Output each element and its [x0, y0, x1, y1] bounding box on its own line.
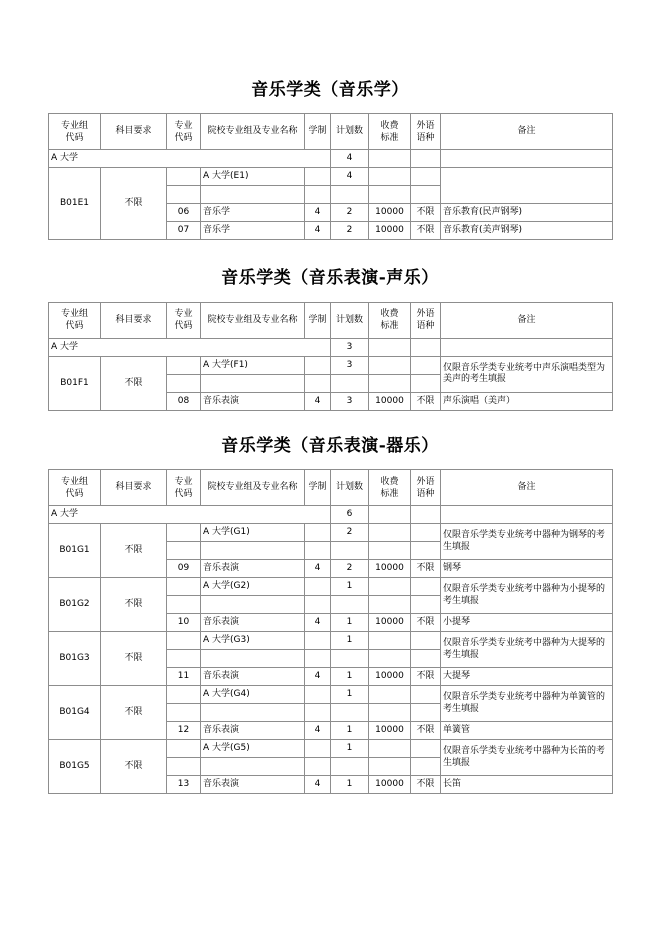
spacer-program-name — [201, 758, 305, 776]
major-plan-count: 2 — [331, 560, 369, 578]
major-fee: 10000 — [369, 722, 411, 740]
group-major-code — [167, 356, 201, 374]
col-header-fee-line1: 收费 — [380, 120, 399, 131]
major-years: 4 — [305, 776, 331, 794]
major-name: 音乐表演 — [201, 614, 305, 632]
table-body — [49, 150, 613, 240]
group-code: B01G1 — [49, 524, 101, 578]
spacer-years — [305, 186, 331, 204]
major-code: 10 — [167, 614, 201, 632]
group-fee — [369, 632, 411, 650]
university-remark — [441, 338, 613, 356]
group-language — [411, 578, 441, 596]
spacer-years — [305, 758, 331, 776]
spacer-fee — [369, 758, 411, 776]
col-header-group-code-line1: 专业组 — [60, 120, 88, 131]
university-remark — [441, 506, 613, 524]
group-plan-count: 2 — [331, 524, 369, 542]
col-header-major-code-line1: 专业 — [174, 476, 193, 487]
col-header-program-name: 院校专业组及专业名称 — [201, 470, 305, 506]
col-header-subject-requirement: 科目要求 — [101, 470, 167, 506]
spacer-plan-count — [331, 186, 369, 204]
university-name: A 大学 — [49, 506, 331, 524]
major-language: 不限 — [411, 392, 441, 410]
major-remark: 音乐教育(美声钢琴) — [441, 222, 613, 240]
group-code: B01E1 — [49, 168, 101, 240]
university-remark — [441, 150, 613, 168]
spacer-major-code — [167, 650, 201, 668]
group-years — [305, 524, 331, 542]
major-years: 4 — [305, 222, 331, 240]
major-code: 13 — [167, 776, 201, 794]
group-program-name: A 大学(G2) — [201, 578, 305, 596]
col-header-plan-count: 计划数 — [331, 114, 369, 150]
spacer-language — [411, 374, 441, 392]
col-header-major-code-line2: 代码 — [174, 132, 193, 143]
major-remark: 声乐演唱（美声） — [441, 392, 613, 410]
table-body — [49, 338, 613, 410]
major-code: 08 — [167, 392, 201, 410]
major-fee: 10000 — [369, 222, 411, 240]
spacer-program-name — [201, 596, 305, 614]
major-plan-count: 3 — [331, 392, 369, 410]
university-plan-count: 3 — [331, 338, 369, 356]
group-major-code — [167, 632, 201, 650]
group-row — [49, 686, 613, 704]
spacer-fee — [369, 542, 411, 560]
table-body — [49, 506, 613, 794]
spacer-fee — [369, 374, 411, 392]
major-years: 4 — [305, 722, 331, 740]
university-fee — [369, 506, 411, 524]
major-name: 音乐学 — [201, 222, 305, 240]
group-language — [411, 168, 441, 186]
title-spacer — [48, 289, 612, 302]
major-fee: 10000 — [369, 204, 411, 222]
subject-requirement: 不限 — [101, 686, 167, 740]
spacer-program-name — [201, 704, 305, 722]
spacer-plan-count — [331, 758, 369, 776]
col-header-group-code-line1: 专业组 — [60, 309, 88, 320]
col-header-group-code-line2: 代码 — [65, 321, 84, 332]
group-major-code — [167, 578, 201, 596]
col-header-plan-count: 计划数 — [331, 302, 369, 338]
group-fee — [369, 686, 411, 704]
col-header-foreign-language — [411, 114, 441, 150]
group-major-code — [167, 524, 201, 542]
spacer-years — [305, 596, 331, 614]
major-language: 不限 — [411, 614, 441, 632]
major-plan-count: 1 — [331, 776, 369, 794]
group-remark: 仅限音乐学类专业统考中器种为长笛的考生填报 — [441, 740, 613, 776]
major-fee: 10000 — [369, 668, 411, 686]
col-header-major-code — [167, 114, 201, 150]
major-name: 音乐表演 — [201, 392, 305, 410]
group-remark: 仅限音乐学类专业统考中器种为小提琴的考生填报 — [441, 578, 613, 614]
col-header-group-code-line2: 代码 — [65, 132, 84, 143]
spacer-major-code — [167, 596, 201, 614]
spacer-years — [305, 650, 331, 668]
col-header-foreign-language — [411, 302, 441, 338]
group-fee — [369, 578, 411, 596]
major-code: 09 — [167, 560, 201, 578]
section-title: 音乐学类（音乐表演-器乐） — [221, 435, 439, 456]
group-plan-count: 1 — [331, 686, 369, 704]
col-header-foreign-language-line1: 外语 — [416, 120, 435, 131]
group-code: B01G5 — [49, 740, 101, 794]
group-plan-count: 1 — [331, 632, 369, 650]
group-remark: 仅限音乐学类专业统考中声乐演唱类型为美声的考生填报 — [441, 356, 613, 392]
spacer-plan-count — [331, 596, 369, 614]
subject-requirement: 不限 — [101, 524, 167, 578]
col-header-major-code-line2: 代码 — [174, 488, 193, 499]
group-program-name: A 大学(G1) — [201, 524, 305, 542]
col-header-major-code-line1: 专业 — [174, 309, 193, 320]
col-header-foreign-language-line1: 外语 — [416, 476, 435, 487]
major-plan-count: 1 — [331, 722, 369, 740]
group-code: B01G3 — [49, 632, 101, 686]
spacer-plan-count — [331, 374, 369, 392]
col-header-years: 学制 — [305, 302, 331, 338]
group-plan-count: 4 — [331, 168, 369, 186]
col-header-subject-requirement: 科目要求 — [101, 114, 167, 150]
spacer-major-code — [167, 704, 201, 722]
group-remark — [441, 168, 613, 204]
major-name: 音乐表演 — [201, 668, 305, 686]
subject-requirement: 不限 — [101, 578, 167, 632]
group-program-name: A 大学(E1) — [201, 168, 305, 186]
admission-plan-table — [48, 469, 613, 794]
spacer-plan-count — [331, 704, 369, 722]
group-row — [49, 578, 613, 596]
group-years — [305, 740, 331, 758]
group-language — [411, 632, 441, 650]
major-years: 4 — [305, 668, 331, 686]
col-header-subject-requirement: 科目要求 — [101, 302, 167, 338]
university-fee — [369, 150, 411, 168]
major-plan-count: 2 — [331, 204, 369, 222]
spacer-program-name — [201, 374, 305, 392]
header-row — [49, 114, 613, 150]
group-program-name: A 大学(G5) — [201, 740, 305, 758]
section-title: 音乐学类（音乐表演-声乐） — [221, 268, 439, 289]
col-header-plan-count: 计划数 — [331, 470, 369, 506]
major-language: 不限 — [411, 776, 441, 794]
major-code: 11 — [167, 668, 201, 686]
group-language — [411, 524, 441, 542]
col-header-fee-line2: 标准 — [380, 132, 399, 143]
university-row — [49, 150, 613, 168]
col-header-years: 学制 — [305, 114, 331, 150]
major-name: 音乐学 — [201, 204, 305, 222]
subject-requirement: 不限 — [101, 168, 167, 240]
spacer-plan-count — [331, 542, 369, 560]
title-spacer — [48, 456, 612, 469]
major-language: 不限 — [411, 722, 441, 740]
col-header-program-name: 院校专业组及专业名称 — [201, 302, 305, 338]
col-header-major-code — [167, 470, 201, 506]
spacer-language — [411, 596, 441, 614]
group-major-code — [167, 686, 201, 704]
group-remark: 仅限音乐学类专业统考中器种为大提琴的考生填报 — [441, 632, 613, 668]
col-header-remark: 备注 — [441, 302, 613, 338]
group-fee — [369, 524, 411, 542]
major-years: 4 — [305, 204, 331, 222]
col-header-group-code-line1: 专业组 — [60, 476, 88, 487]
col-header-foreign-language-line1: 外语 — [416, 309, 435, 320]
table-header — [49, 302, 613, 338]
group-years — [305, 356, 331, 374]
col-header-remark: 备注 — [441, 114, 613, 150]
major-years: 4 — [305, 614, 331, 632]
col-header-foreign-language-line2: 语种 — [416, 321, 435, 332]
major-remark: 单簧管 — [441, 722, 613, 740]
major-remark: 小提琴 — [441, 614, 613, 632]
group-row — [49, 356, 613, 374]
table-header — [49, 470, 613, 506]
group-plan-count: 1 — [331, 740, 369, 758]
subject-requirement: 不限 — [101, 632, 167, 686]
col-header-major-code — [167, 302, 201, 338]
group-code: B01G4 — [49, 686, 101, 740]
spacer-fee — [369, 186, 411, 204]
col-header-fee — [369, 302, 411, 338]
section-title: 音乐学类（音乐学） — [251, 80, 409, 100]
major-fee: 10000 — [369, 392, 411, 410]
col-header-remark: 备注 — [441, 470, 613, 506]
university-fee — [369, 338, 411, 356]
col-header-group-code — [49, 114, 101, 150]
major-remark: 长笛 — [441, 776, 613, 794]
spacer-years — [305, 704, 331, 722]
university-language — [411, 150, 441, 168]
spacer-program-name — [201, 650, 305, 668]
subject-requirement: 不限 — [101, 356, 167, 410]
table-header — [49, 114, 613, 150]
header-row — [49, 470, 613, 506]
header-row — [49, 302, 613, 338]
major-language: 不限 — [411, 204, 441, 222]
major-remark: 大提琴 — [441, 668, 613, 686]
spacer-fee — [369, 596, 411, 614]
group-row — [49, 740, 613, 758]
major-remark: 钢琴 — [441, 560, 613, 578]
major-name: 音乐表演 — [201, 776, 305, 794]
col-header-years: 学制 — [305, 470, 331, 506]
col-header-fee-line2: 标准 — [380, 321, 399, 332]
spacer-years — [305, 542, 331, 560]
group-language — [411, 740, 441, 758]
spacer-fee — [369, 650, 411, 668]
group-row — [49, 524, 613, 542]
group-fee — [369, 740, 411, 758]
university-plan-count: 4 — [331, 150, 369, 168]
major-language: 不限 — [411, 560, 441, 578]
spacer-major-code — [167, 186, 201, 204]
plan-section — [48, 436, 612, 794]
university-plan-count: 6 — [331, 506, 369, 524]
col-header-program-name: 院校专业组及专业名称 — [201, 114, 305, 150]
university-name: A 大学 — [49, 150, 331, 168]
major-fee: 10000 — [369, 614, 411, 632]
group-fee — [369, 356, 411, 374]
group-fee — [369, 168, 411, 186]
group-remark: 仅限音乐学类专业统考中器种为单簧管的考生填报 — [441, 686, 613, 722]
col-header-fee-line1: 收费 — [380, 476, 399, 487]
subject-requirement: 不限 — [101, 740, 167, 794]
spacer-plan-count — [331, 650, 369, 668]
spacer-major-code — [167, 758, 201, 776]
col-header-fee — [369, 114, 411, 150]
group-plan-count: 1 — [331, 578, 369, 596]
spacer-fee — [369, 704, 411, 722]
major-years: 4 — [305, 560, 331, 578]
col-header-group-code — [49, 302, 101, 338]
spacer-major-code — [167, 374, 201, 392]
admission-plan-table — [48, 113, 613, 240]
sections-container — [0, 80, 660, 794]
group-years — [305, 578, 331, 596]
group-remark: 仅限音乐学类专业统考中器种为钢琴的考生填报 — [441, 524, 613, 560]
col-header-fee — [369, 470, 411, 506]
university-name: A 大学 — [49, 338, 331, 356]
group-program-name: A 大学(F1) — [201, 356, 305, 374]
group-program-name: A 大学(G3) — [201, 632, 305, 650]
major-name: 音乐表演 — [201, 560, 305, 578]
major-fee: 10000 — [369, 776, 411, 794]
group-program-name: A 大学(G4) — [201, 686, 305, 704]
spacer-language — [411, 758, 441, 776]
major-language: 不限 — [411, 668, 441, 686]
major-years: 4 — [305, 392, 331, 410]
major-plan-count: 1 — [331, 668, 369, 686]
col-header-group-code-line2: 代码 — [65, 488, 84, 499]
group-plan-count: 3 — [331, 356, 369, 374]
group-major-code — [167, 740, 201, 758]
major-fee: 10000 — [369, 560, 411, 578]
major-code: 12 — [167, 722, 201, 740]
major-name: 音乐表演 — [201, 722, 305, 740]
group-row — [49, 168, 613, 186]
spacer-language — [411, 186, 441, 204]
major-code: 07 — [167, 222, 201, 240]
university-row — [49, 506, 613, 524]
group-years — [305, 632, 331, 650]
col-header-group-code — [49, 470, 101, 506]
major-language: 不限 — [411, 222, 441, 240]
admission-plan-table — [48, 302, 613, 411]
col-header-foreign-language — [411, 470, 441, 506]
plan-section — [48, 268, 612, 410]
major-plan-count: 1 — [331, 614, 369, 632]
spacer-major-code — [167, 542, 201, 560]
major-plan-count: 2 — [331, 222, 369, 240]
spacer-program-name — [201, 186, 305, 204]
group-row — [49, 632, 613, 650]
group-years — [305, 168, 331, 186]
major-code: 06 — [167, 204, 201, 222]
col-header-foreign-language-line2: 语种 — [416, 132, 435, 143]
col-header-fee-line2: 标准 — [380, 488, 399, 499]
spacer-program-name — [201, 542, 305, 560]
col-header-fee-line1: 收费 — [380, 309, 399, 320]
plan-section — [48, 80, 612, 240]
spacer-language — [411, 542, 441, 560]
spacer-years — [305, 374, 331, 392]
col-header-major-code-line2: 代码 — [174, 321, 193, 332]
col-header-major-code-line1: 专业 — [174, 120, 193, 131]
group-code: B01F1 — [49, 356, 101, 410]
group-code: B01G2 — [49, 578, 101, 632]
spacer-language — [411, 650, 441, 668]
group-language — [411, 356, 441, 374]
title-spacer — [48, 100, 612, 113]
university-row — [49, 338, 613, 356]
university-language — [411, 506, 441, 524]
university-language — [411, 338, 441, 356]
group-major-code — [167, 168, 201, 186]
spacer-language — [411, 704, 441, 722]
major-remark: 音乐教育(民声钢琴) — [441, 204, 613, 222]
col-header-foreign-language-line2: 语种 — [416, 488, 435, 499]
group-language — [411, 686, 441, 704]
group-years — [305, 686, 331, 704]
